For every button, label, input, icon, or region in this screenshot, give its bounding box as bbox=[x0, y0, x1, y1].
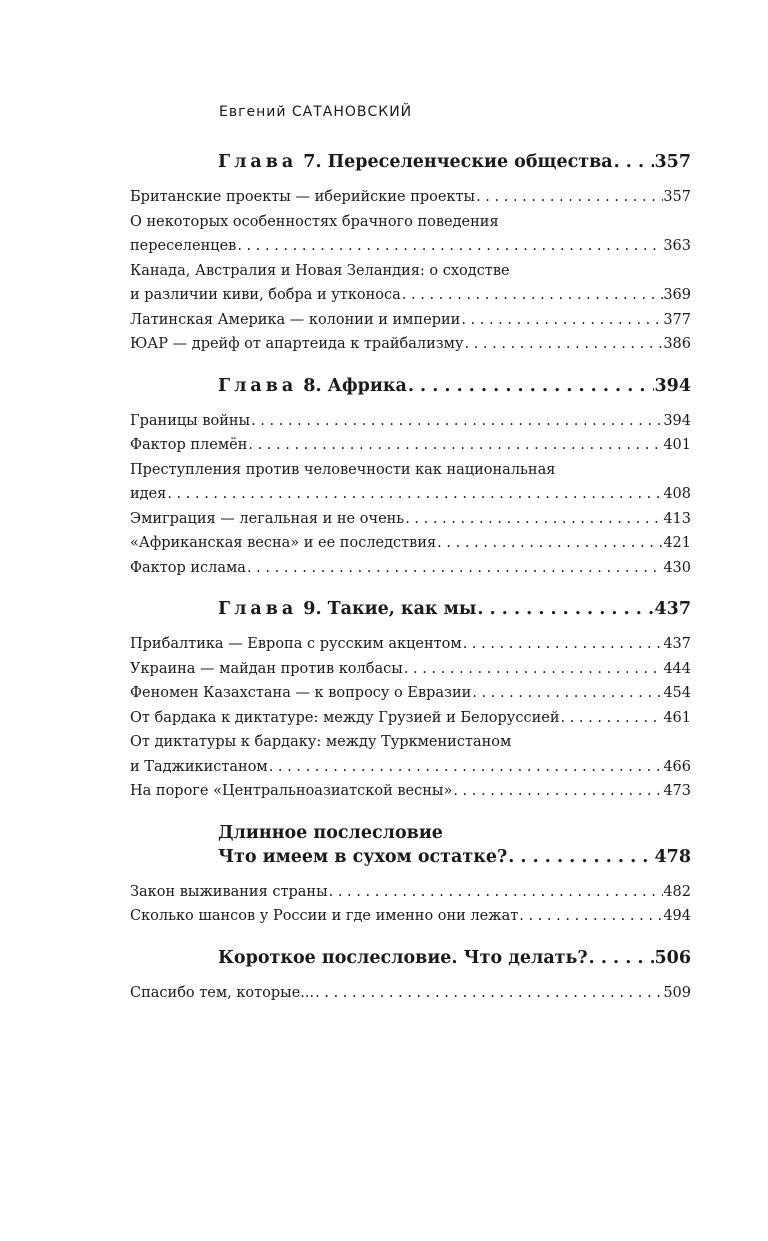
entry-title: Феномен Казахстана — к вопросу о Евразии bbox=[130, 685, 472, 701]
dot-leader bbox=[507, 845, 654, 869]
entry-title: Латинская Америка — колонии и империи bbox=[130, 311, 461, 328]
entry-title: Фактор ислама bbox=[130, 559, 246, 576]
entry-title: «Африканская весна» и ее последствия bbox=[130, 535, 437, 551]
dot-leader bbox=[404, 507, 663, 532]
toc-entry[interactable] bbox=[130, 632, 691, 657]
page-number: 363 bbox=[663, 238, 691, 254]
dot-leader bbox=[471, 681, 663, 706]
entry-title: Эмиграция — легальная и не очень bbox=[130, 510, 405, 527]
entry-title: Границы войны bbox=[130, 412, 251, 429]
chapter-heading[interactable] bbox=[130, 821, 691, 869]
dot-leader bbox=[407, 374, 655, 398]
entry-title: и различии киви, бобра и утконоса bbox=[130, 287, 401, 303]
toc-entry[interactable] bbox=[130, 332, 691, 357]
entry-title-line: От диктатуры к бардаку: между Туркменистаном bbox=[130, 734, 512, 750]
entry-title-line: Преступления против человечности как национальная bbox=[130, 461, 556, 478]
chapter-title: 8. Африка bbox=[303, 375, 407, 396]
page-number: 494 bbox=[663, 908, 691, 924]
dot-leader bbox=[588, 946, 655, 970]
table-of-contents bbox=[130, 150, 691, 1005]
dot-leader bbox=[314, 981, 663, 1006]
entry-title: Спасибо тем, которые... bbox=[130, 984, 315, 1001]
toc-entry[interactable] bbox=[130, 458, 691, 507]
dot-leader bbox=[268, 755, 664, 780]
page-number: 357 bbox=[663, 189, 691, 205]
page-number: 357 bbox=[654, 152, 691, 172]
entry-title: идея bbox=[130, 486, 167, 502]
dot-leader bbox=[436, 531, 663, 556]
dot-leader bbox=[166, 482, 663, 507]
entry-title: и Таджикистаном bbox=[130, 758, 268, 775]
page-number: 437 bbox=[654, 599, 691, 619]
page-number: 401 bbox=[663, 437, 691, 453]
page-number: 377 bbox=[663, 311, 691, 328]
entry-title: Сколько шансов у России и где именно они лежат bbox=[130, 908, 519, 924]
page-number: 394 bbox=[663, 412, 691, 429]
dot-leader bbox=[613, 150, 655, 174]
entry-title: От бардака к диктатуре: между Грузией и Белоруссией bbox=[130, 709, 560, 726]
page-number: 466 bbox=[663, 758, 691, 775]
entry-title: Британские проекты — иберийские проекты bbox=[130, 189, 476, 205]
page-number: 473 bbox=[663, 783, 691, 799]
dot-leader bbox=[403, 657, 664, 682]
dot-leader bbox=[460, 308, 663, 333]
toc-entry[interactable] bbox=[130, 730, 691, 779]
dot-leader bbox=[246, 556, 663, 581]
toc-entry[interactable] bbox=[130, 681, 691, 706]
toc-entry[interactable] bbox=[130, 308, 691, 333]
chapter-heading[interactable] bbox=[130, 150, 691, 174]
dot-leader bbox=[247, 433, 663, 458]
page-number: 509 bbox=[663, 984, 691, 1001]
page-number: 444 bbox=[663, 660, 691, 677]
entry-title-line: Канада, Австралия и Новая Зеландия: о сходстве bbox=[130, 262, 510, 279]
entry-title: На пороге «Центральноазиатской весны» bbox=[130, 783, 453, 799]
page-number: 421 bbox=[663, 535, 691, 551]
page-number: 506 bbox=[654, 947, 691, 968]
toc-entry[interactable] bbox=[130, 210, 691, 259]
entry-title: переселенцев bbox=[130, 238, 237, 254]
toc-entry[interactable] bbox=[130, 904, 691, 929]
toc-entry[interactable] bbox=[130, 185, 691, 210]
chapter-title: 7. Переселенческие общества bbox=[303, 152, 613, 172]
dot-leader bbox=[518, 904, 663, 929]
toc-entry[interactable] bbox=[130, 981, 691, 1006]
toc-entry[interactable] bbox=[130, 531, 691, 556]
chapter-title: 9. Такие, как мы bbox=[303, 599, 477, 619]
long-afterword bbox=[130, 821, 691, 929]
chapter-title: Короткое послесловие. Что делать? bbox=[218, 947, 588, 968]
dot-leader bbox=[476, 597, 654, 621]
dot-leader bbox=[401, 283, 664, 308]
chapter-heading[interactable] bbox=[130, 374, 691, 398]
entry-title: Фактор племён bbox=[130, 437, 248, 453]
entry-title: Закон выживания страны bbox=[130, 883, 328, 900]
page-number: 430 bbox=[663, 559, 691, 576]
chapter-8 bbox=[130, 374, 691, 581]
page-number: 386 bbox=[663, 336, 691, 352]
page-number: 413 bbox=[663, 510, 691, 527]
toc-entry[interactable] bbox=[130, 259, 691, 308]
toc-entry[interactable] bbox=[130, 556, 691, 581]
toc-entry[interactable] bbox=[130, 880, 691, 905]
chapter-heading[interactable] bbox=[130, 946, 691, 970]
dot-leader bbox=[250, 409, 663, 434]
chapter-label: Глава bbox=[218, 152, 298, 172]
toc-entry[interactable] bbox=[130, 507, 691, 532]
page-number: 437 bbox=[663, 636, 691, 652]
page-number: 478 bbox=[654, 846, 691, 867]
toc-entry[interactable] bbox=[130, 657, 691, 682]
page-number: 408 bbox=[663, 486, 691, 502]
dot-leader bbox=[463, 332, 663, 357]
toc-entry[interactable] bbox=[130, 779, 691, 804]
toc-entry[interactable] bbox=[130, 433, 691, 458]
page-number: 394 bbox=[654, 375, 691, 396]
page-number: 461 bbox=[663, 709, 691, 726]
dot-leader bbox=[328, 880, 664, 905]
chapter-title: Что имеем в сухом остатке? bbox=[218, 846, 508, 867]
toc-entry[interactable] bbox=[130, 409, 691, 434]
chapter-title-line: Длинное послесловие bbox=[218, 822, 443, 843]
chapter-9 bbox=[130, 597, 691, 804]
chapter-label: Глава bbox=[218, 375, 298, 396]
entry-title-line: О некоторых особенностях брачного поведения bbox=[130, 213, 499, 230]
dot-leader bbox=[560, 706, 664, 731]
dot-leader bbox=[236, 234, 663, 259]
chapter-7 bbox=[130, 150, 691, 357]
page-number: 369 bbox=[663, 287, 691, 303]
dot-leader bbox=[475, 185, 663, 210]
short-afterword bbox=[130, 946, 691, 1006]
entry-title: ЮАР — дрейф от апартеида к трайбализму bbox=[130, 336, 464, 352]
chapter-label: Глава bbox=[218, 599, 298, 619]
dot-leader bbox=[452, 779, 663, 804]
chapter-heading[interactable] bbox=[130, 597, 691, 621]
running-head: Евгений САТАНОВСКИЙ bbox=[219, 104, 413, 120]
toc-entry[interactable] bbox=[130, 706, 691, 731]
dot-leader bbox=[462, 632, 664, 657]
entry-title: Прибалтика — Европа с русским акцентом bbox=[130, 636, 462, 652]
page-number: 482 bbox=[663, 883, 691, 900]
entry-title: Украина — майдан против колбасы bbox=[130, 660, 403, 677]
page-number: 454 bbox=[663, 685, 691, 701]
